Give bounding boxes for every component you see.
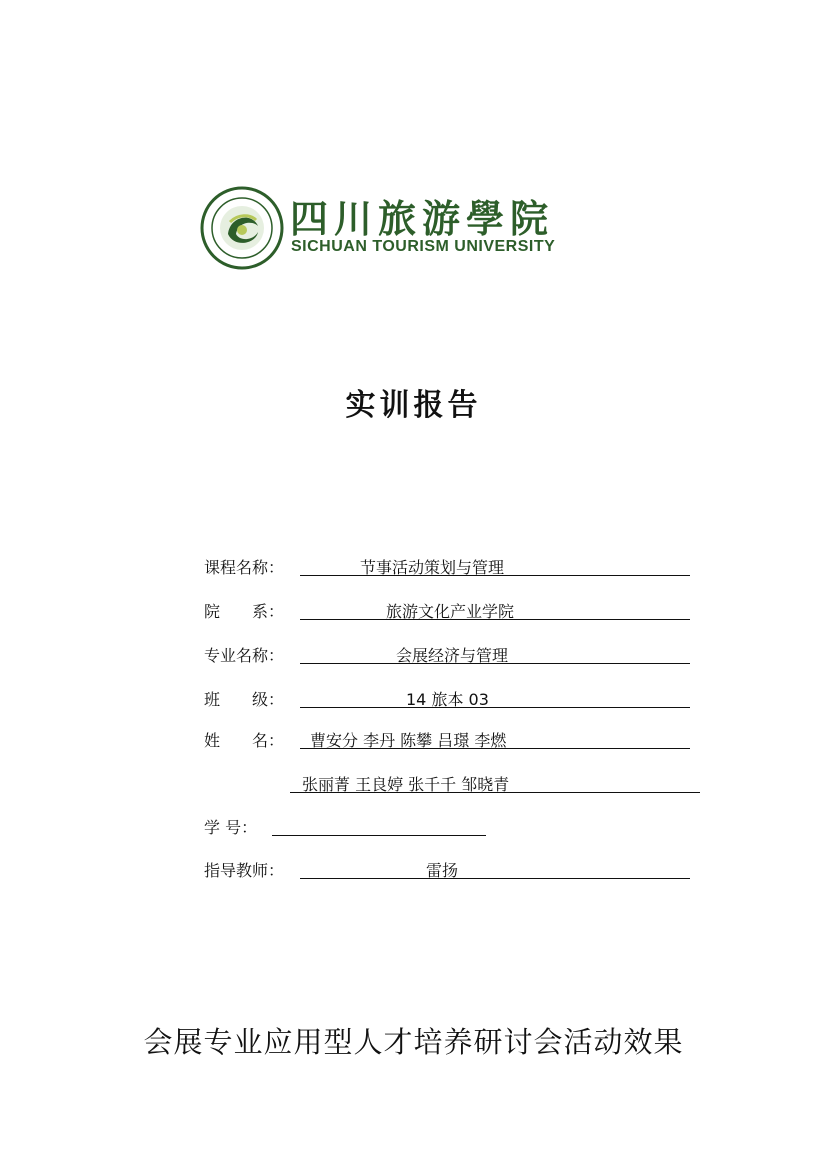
major-underline (300, 641, 690, 664)
advisor-underline (300, 856, 690, 879)
names-label: 姓 名： (204, 731, 285, 750)
names-underline-1 (300, 726, 690, 749)
school-seal-icon (200, 186, 284, 270)
course-label: 课程名称： (204, 558, 285, 577)
major-label: 专业名称： (204, 646, 285, 665)
class-underline (300, 685, 690, 708)
advisor-value: 雷扬 (426, 861, 459, 880)
major-value: 会展经济与管理 (396, 646, 509, 665)
names-value-line1: 曹安分 李丹 陈攀 吕璟 李燃 (310, 731, 507, 750)
school-name-en: SICHUAN TOURISM UNIVERSITY (291, 238, 556, 255)
student-id-underline (272, 813, 486, 836)
department-value: 旅游文化产业学院 (386, 602, 515, 621)
class-value: 14 旅本 03 (406, 690, 489, 709)
department-label: 院 系： (204, 602, 285, 621)
report-title: 实训报告 (345, 388, 482, 423)
class-label: 班 级： (204, 690, 285, 709)
names-underline-2 (290, 770, 700, 793)
activity-title: 会展专业应用型人才培养研讨会活动效果 (143, 1025, 684, 1059)
student-id-label: 学 号： (204, 818, 258, 837)
course-value: 节事活动策划与管理 (360, 558, 505, 577)
school-name-cn: 四川旅游學院 (290, 196, 555, 241)
names-value-line2: 张丽菁 王良婷 张千千 邹晓青 (302, 775, 510, 794)
department-underline (300, 597, 690, 620)
advisor-label: 指导教师： (204, 861, 285, 880)
school-logo (200, 186, 600, 270)
course-underline (300, 553, 690, 576)
